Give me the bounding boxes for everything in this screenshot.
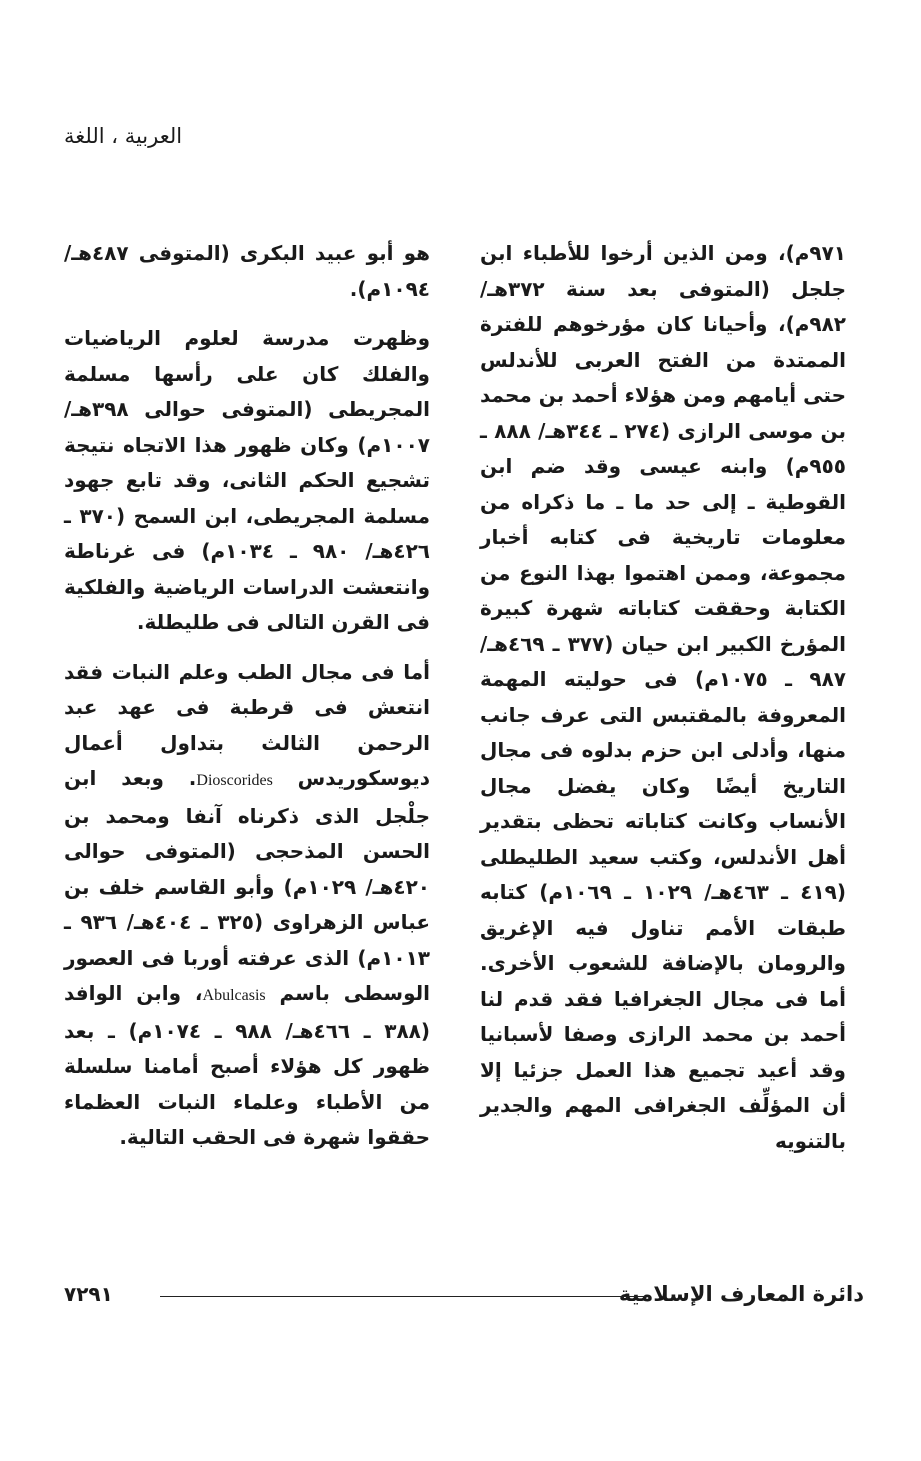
- right-column: [480, 236, 846, 1159]
- latin-term-abulcasis: Abulcasis: [202, 987, 266, 1004]
- page-number: ٧٢٩١: [64, 1282, 113, 1306]
- left-paragraph-1: هو أبو عبيد البكرى (المتوفى ٤٨٧هـ/ ١٠٩٤م).: [64, 241, 430, 301]
- left-paragraph-3-part-2: . وبعد ابن جلْجل الذى ذكرناه آنفا ومحمد بن الحسن المذحجى (المتوفى حوالى ٤٢٠هـ/ ١٠٢٩م) وأبو القاسم خلف بن عباس الزهراوى (٣٢٥ ـ ٤٠٤هـ/ ٩٣٦ ـ ١٠١٣م) الذى عرفته أوربا فى العصور الوسطى باسم: [64, 766, 430, 1005]
- left-paragraph-3-part-3: ، وابن الوافد (٣٨٨ ـ ٤٦٦هـ/ ٩٨٨ ـ ١٠٧٤م) ـ بعد ظهور كل هؤلاء أصبح أمامنا سلسلة من الأطباء وعلماء النبات العظماء حققوا شهرة فى الحقب التالية.: [64, 981, 431, 1149]
- footer-rule: [160, 1296, 646, 1297]
- left-column: [64, 236, 430, 1156]
- left-paragraph-3: [64, 655, 430, 1156]
- left-paragraph-2: وظهرت مدرسة لعلوم الرياضيات والفلك كان على رأسها مسلمة المجريطى (المتوفى حوالى ٣٩٨هـ/ ١٠٠٧م) وكان ظهور هذا الاتجاه نتيجة تشجيع الحكم الثانى، وقد تابع جهود مسلمة المجريطى، ابن السمح (٣٧٠ ـ ٤٢٦هـ/ ٩٨٠ ـ ١٠٣٤م) فى غرناطة وانتعشت الدراسات الرياضية والفلكية فى القرن التالى فى طليطلة.: [64, 326, 430, 634]
- running-head: العربية ، اللغة: [64, 124, 183, 148]
- left-paragraph-3-part-1: أما فى مجال الطب وعلم النبات فقد انتعش فى قرطبة فى عهد عبد الرحمن الثالث بتداول أعمال ديوسكوريدس: [64, 659, 430, 790]
- journal-title: دائرة المعارف الإسلامية: [618, 1282, 864, 1306]
- page-footer: [64, 1282, 864, 1312]
- latin-term-dioscorides: Dioscorides: [196, 772, 273, 789]
- right-column-paragraph: ٩٧١م)، ومن الذين أرخوا للأطباء ابن جلجل (المتوفى بعد سنة ٣٧٢هـ/ ٩٨٢م)، وأحيانا كان مؤرخوهم للفترة الممتدة من الفتح العربى للأندلس حتى أيامهم ومن هؤلاء أحمد بن محمد بن موسى الرازى (٢٧٤ ـ ٣٤٤هـ/ ٨٨٨ ـ ٩٥٥م) وابنه عيسى وقد ضم ابن القوطية ـ إلى حد ما ـ ما ذكراه من معلومات تاريخية فى كتابه أخبار مجموعة، وممن اهتموا بهذا النوع من الكتابة وحققت كتاباته شهرة كبيرة المؤرخ الكبير ابن حيان (٣٧٧ ـ ٤٦٩هـ/ ٩٨٧ ـ ١٠٧٥م) فى حوليته المهمة المعروفة بالمقتبس التى عرف جانب منها، وأدلى ابن حزم بدلوه فى مجال التاريخ أيضًا وكان يفضل مجال الأنساب وكانت كتاباته تحظى بتقدير أهل الأندلس، وكتب سعيد الطليطلى (٤١٩ ـ ٤٦٣هـ/ ١٠٢٩ ـ ١٠٦٩م) كتابه طبقات الأمم تناول فيه الإغريق والرومان بالإضافة للشعوب الأخرى. أما فى مجال الجغرافيا فقد قدم لنا أحمد بن محمد الرازى وصفا لأسبانيا وقد أعيد تجميع هذا العمل جزئيا إلا أن المؤلِّف الجغرافى المهم والجدير بالتنويه: [480, 241, 847, 1153]
